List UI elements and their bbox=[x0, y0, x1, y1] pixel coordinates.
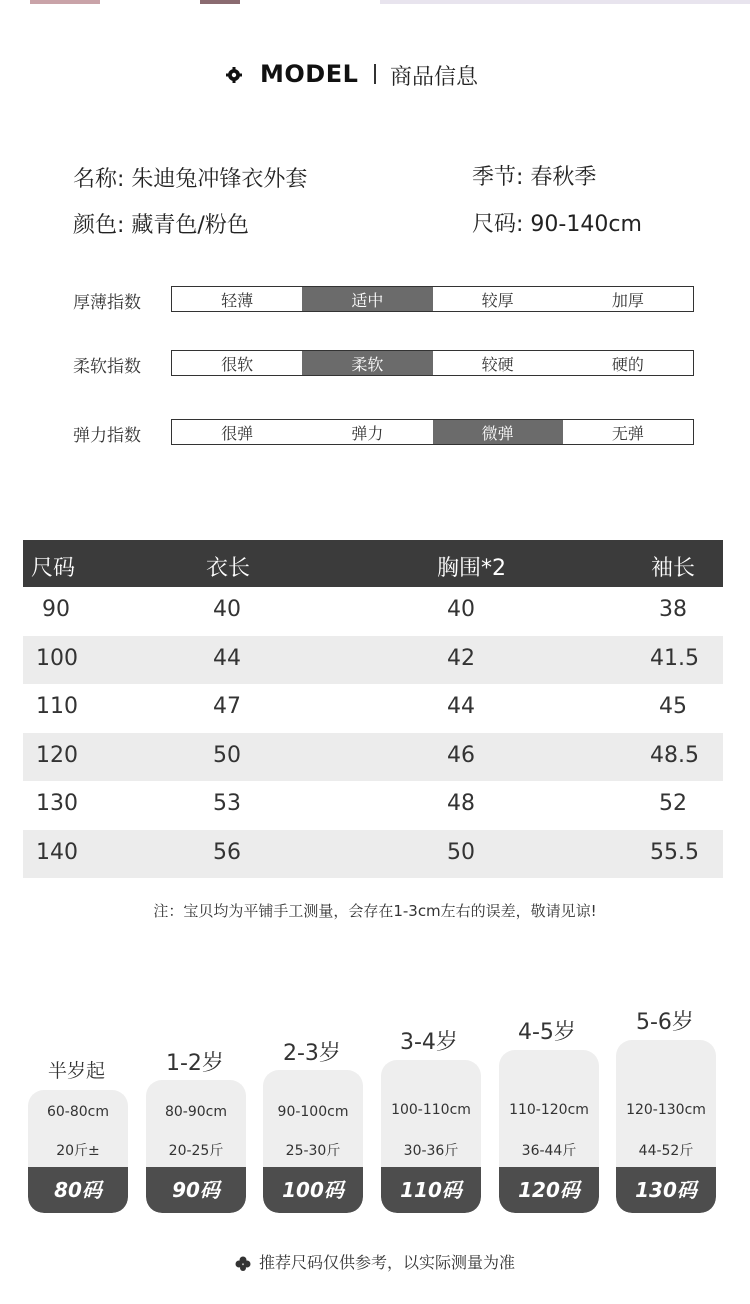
model-label: MODEL bbox=[260, 60, 359, 88]
header-size: 尺码 bbox=[31, 556, 76, 581]
top-image-edge bbox=[0, 0, 750, 6]
age-label: 2-3岁 bbox=[283, 1041, 341, 1066]
cell-size: 110 bbox=[36, 694, 78, 719]
index-option: 很软 bbox=[221, 354, 254, 374]
cell-chest: 48 bbox=[447, 791, 475, 816]
size-card bbox=[28, 1090, 128, 1213]
card-weight: 20-25斤 bbox=[168, 1143, 224, 1159]
age-label: 半岁起 bbox=[48, 1060, 106, 1082]
card-height: 60-80cm bbox=[46, 1104, 109, 1120]
age-label: 4-5岁 bbox=[518, 1020, 576, 1045]
card-size-code: 80码 bbox=[28, 1167, 128, 1213]
info-size-label: 尺码: bbox=[472, 212, 524, 237]
index-option: 无弹 bbox=[611, 423, 644, 443]
card-weight: 25-30斤 bbox=[285, 1143, 341, 1159]
cell-length: 56 bbox=[213, 839, 241, 865]
age-label: 5-6岁 bbox=[636, 1010, 694, 1035]
table-row bbox=[23, 636, 723, 685]
size-card bbox=[381, 1060, 481, 1213]
card-size-code: 100码 bbox=[263, 1167, 363, 1213]
info-size-value: 90-140cm bbox=[530, 212, 642, 237]
size-card bbox=[146, 1080, 246, 1213]
cell-sleeve: 48.5 bbox=[650, 742, 699, 768]
card-weight: 30-36斤 bbox=[403, 1143, 459, 1159]
cell-size: 120 bbox=[36, 742, 78, 768]
card-height: 120-130cm bbox=[626, 1102, 706, 1118]
thickness-index-bar bbox=[171, 286, 694, 312]
cell-chest: 46 bbox=[447, 742, 475, 768]
table-row bbox=[23, 830, 723, 879]
index-option: 较厚 bbox=[481, 290, 514, 310]
cell-sleeve: 38 bbox=[659, 597, 687, 622]
card-size-code: 130码 bbox=[616, 1167, 716, 1213]
info-size bbox=[472, 207, 642, 238]
info-season bbox=[472, 160, 596, 191]
info-name bbox=[73, 162, 307, 193]
cell-sleeve: 41.5 bbox=[650, 645, 699, 671]
card-size-code: 90码 bbox=[146, 1167, 246, 1213]
info-season-label: 季节: bbox=[472, 165, 524, 190]
table-row bbox=[23, 684, 723, 733]
footer-text: 推荐尺码仅供参考，以实际测量为准 bbox=[258, 1253, 515, 1272]
cell-length: 53 bbox=[213, 791, 241, 816]
age-label: 3-4岁 bbox=[400, 1030, 458, 1055]
header-chest: 胸围*2 bbox=[437, 556, 506, 581]
gear-icon bbox=[226, 67, 242, 83]
card-height: 100-110cm bbox=[391, 1102, 471, 1118]
size-table bbox=[23, 540, 723, 878]
cell-size: 140 bbox=[36, 839, 78, 865]
cell-sleeve: 45 bbox=[659, 694, 687, 719]
card-height: 90-100cm bbox=[277, 1104, 349, 1120]
index-option: 加厚 bbox=[611, 290, 644, 310]
index-option-selected: 适中 bbox=[302, 287, 432, 311]
index-option: 较硬 bbox=[481, 354, 514, 374]
cell-size: 90 bbox=[42, 597, 70, 622]
flower-icon bbox=[235, 1256, 251, 1272]
section-header bbox=[0, 58, 750, 92]
size-card bbox=[263, 1070, 363, 1213]
cell-sleeve: 55.5 bbox=[650, 839, 699, 865]
card-height: 80-90cm bbox=[164, 1104, 227, 1120]
table-row bbox=[23, 733, 723, 782]
cell-chest: 42 bbox=[447, 645, 475, 671]
card-size-code: 110码 bbox=[381, 1167, 481, 1213]
card-weight: 20斤± bbox=[56, 1143, 100, 1159]
table-row bbox=[23, 587, 723, 636]
index-option: 很弹 bbox=[221, 423, 254, 443]
cell-chest: 44 bbox=[447, 694, 475, 719]
cell-chest: 40 bbox=[447, 597, 475, 622]
cell-size: 130 bbox=[36, 791, 78, 816]
page-title: 商品信息 bbox=[390, 65, 479, 90]
cell-length: 47 bbox=[213, 694, 241, 719]
index-option: 硬的 bbox=[611, 354, 644, 374]
header-length: 衣长 bbox=[206, 556, 251, 581]
index-option-selected: 微弹 bbox=[433, 420, 563, 444]
cell-size: 100 bbox=[36, 645, 78, 671]
table-row bbox=[23, 781, 723, 830]
info-color bbox=[73, 208, 249, 239]
thickness-index-label: 厚薄指数 bbox=[73, 293, 141, 313]
card-size-code: 120码 bbox=[499, 1167, 599, 1213]
card-height: 110-120cm bbox=[509, 1102, 589, 1118]
softness-index-bar bbox=[171, 350, 694, 376]
info-name-value: 朱迪兔冲锋衣外套 bbox=[131, 167, 308, 192]
cell-length: 50 bbox=[213, 742, 241, 768]
footer-note bbox=[0, 1250, 750, 1273]
elasticity-index-bar bbox=[171, 419, 694, 445]
card-weight: 44-52斤 bbox=[638, 1143, 694, 1159]
card-weight: 36-44斤 bbox=[521, 1143, 577, 1159]
info-color-label: 颜色: bbox=[73, 213, 125, 238]
index-option: 弹力 bbox=[351, 423, 384, 443]
header-divider bbox=[374, 64, 376, 84]
cell-length: 40 bbox=[213, 597, 241, 622]
info-name-label: 名称: bbox=[73, 167, 125, 192]
age-label: 1-2岁 bbox=[166, 1051, 224, 1076]
cell-length: 44 bbox=[213, 645, 241, 671]
size-table-header bbox=[23, 540, 723, 587]
size-card bbox=[616, 1040, 716, 1213]
index-option: 轻薄 bbox=[221, 290, 254, 310]
index-option-selected: 柔软 bbox=[302, 351, 432, 375]
info-season-value: 春秋季 bbox=[530, 165, 597, 190]
cell-chest: 50 bbox=[447, 839, 475, 865]
softness-index-label: 柔软指数 bbox=[73, 357, 141, 377]
measurement-note: 注：宝贝均为平铺手工测量，会存在1-3cm左右的误差，敬请见谅! bbox=[153, 902, 597, 920]
header-sleeve: 袖长 bbox=[651, 556, 696, 581]
info-color-value: 藏青色/粉色 bbox=[131, 213, 249, 238]
elasticity-index-label: 弹力指数 bbox=[73, 426, 141, 446]
cell-sleeve: 52 bbox=[659, 791, 687, 816]
size-card bbox=[499, 1050, 599, 1213]
